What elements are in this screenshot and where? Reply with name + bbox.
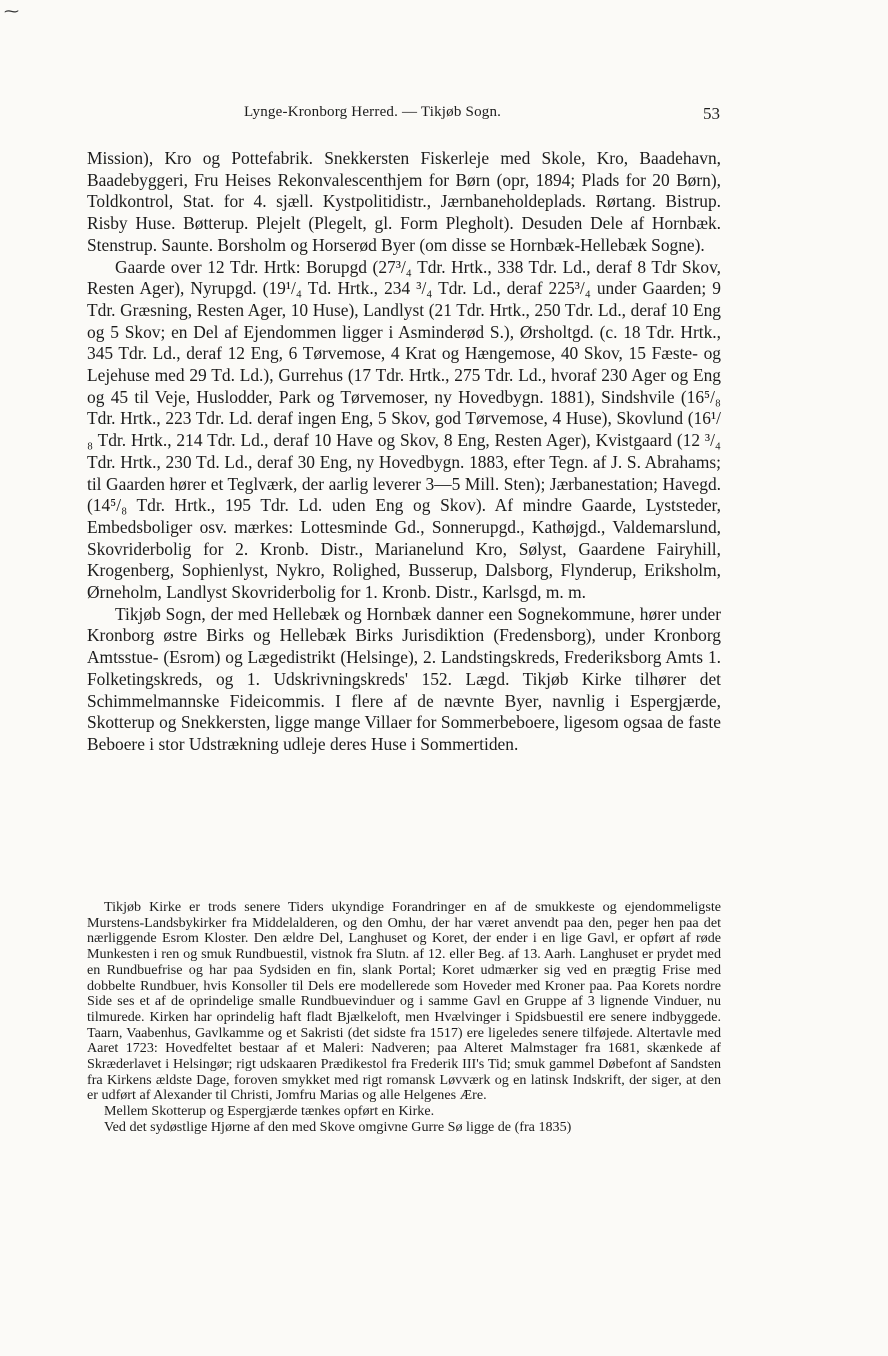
header-title: Lynge-Kronborg Herred. — Tikjøb Sogn. — [244, 104, 502, 120]
paragraph-2: Gaarde over 12 Tdr. Hrtk: Borupgd (27³/₄ Tdr. Hrtk., 338 Tdr. Ld., deraf 8 Tdr Skov, Resten Ager), Nyrupgd. (19¹/₄ Td. Hrtk., 234 ³/₄ Tdr. Ld., deraf 225³/₄ under Gaarden; 9 Tdr. Græsning, Resten Ager, 10 Huse), Landlyst (21 Tdr. Hrtk., 250 Tdr. Ld., deraf 10 Eng og 5 Skov; en Del af Ejendommen ligger i Asminderød S.), Ørsholtgd. (c. 18 Tdr. Hrtk., 345 Tdr. Ld., deraf 12 Eng, 6 Tørvemose, 4 Krat og Hængemose, 40 Skov, 15 Fæste- og Lejehuse med 29 Td. Ld.), Gurrehus (17 Tdr. Hrtk., 275 Tdr. Ld., hvoraf 230 Ager og Eng og 45 til Veje, Huslodder, Park og Tørvemoser, ny Hovedbygn. 1881), Sindshvile (16⁵/₈ Tdr. Hrtk., 223 Tdr. Ld. deraf ingen Eng, 5 Skov, god Tørvemose, 4 Huse), Skovlund (16¹/₈ Tdr. Hrtk., 214 Tdr. Ld., deraf 10 Have og Skov, 8 Eng, Resten Ager), Kvistgaard (12 ³/₄ Tdr. Hrtk., 230 Td. Ld., deraf 30 Eng, ny Hovedbygn. 1883, efter Tegn. af J. S. Abrahams; til Gaarden hører et Teglværk, der aarlig leverer 3—5 Mill. Sten); Jærbanestation; Havegd. (14⁵/₈ Tdr. Hrtk., 195 Tdr. Ld. uden Eng og Skov). Af mindre Gaarde, Lyststeder, Embedsboliger osv. mærkes: Lottesminde Gd., Sonnerupgd., Kathøjgd., Valdemarslund, Skovriderbolig for 2. Kronb. Distr., Marianelund Kro, Sølyst, Gaardene Fairyhill, Krogenberg, Sophienlyst, Nykro, Rolighed, Busserup, Dalsborg, Flynderup, Eriksholm, Ørneholm, Landlyst Skovriderbolig for 1. Kronb. Distr., Karlsgd, m. m. — [87, 256, 721, 603]
running-header — [88, 104, 720, 130]
corner-mark: ⁓ — [4, 4, 19, 20]
note-church: Tikjøb Kirke er trods senere Tiders ukyndige Forandringer en af de smukkeste og ejendommeligste Murstens-Landsbykirker fra Middelalderen, og den Omhu, der har været anvendt paa den, peger hen paa det nærliggende Esrom Kloster. Den ældre Del, Langhuset og Koret, der ender i en lige Gavl, er opført af røde Munkesten i ren og smuk Rundbuestil, vistnok fra Slutn. af 12. eller Beg. af 13. Aarh. Langhuset er prydet med en Rundbuefrise og har paa Sydsiden en fin, slank Portal; Koret udmærker sig ved en prægtig Frise med dobbelte Rundbuer, hvis Konsoller til Dels ere modellerede som Hoveder med Kroner paa. Paa Korets nordre Side ses et af de oprindelige smalle Rundbuevinduer og i samme Gavl en Gruppe af 3 lignende Vinduer, nu tilmurede. Kirken har oprindelig haft fladt Bjælkeloft, men Hvælvinger i Spidsbuestil ere senere indbyggede. Taarn, Vaabenhus, Gavlkamme og et Sakristi (det sidste fra 1517) ere ligeledes senere tilføjede. Altertavle med Aaret 1723: Hovedfeltet bestaar af et Maleri: Nadveren; paa Alteret Malmstager fra 1681, skænkede af Skræderlavet i Helsingør; rigt udskaaren Prædikestol fra Frederik III's Tid; smuk gammel Døbefont af Sandsten fra Kirkens ældste Dage, foroven smykket med rigt romansk Løvværk og en latinsk Indskrift, der siger, at den er udført af Alexander til Christi, Jomfru Marias og alle Helgenes Ære. — [87, 899, 721, 1104]
paragraph-3: Tikjøb Sogn, der med Hellebæk og Hornbæk danner een Sognekommune, hører under Kronborg østre Birks og Hellebæk Birks Jurisdiktion (Fredensborg), under Kronborg Amtsstue- (Esrom) og Lægedistrikt (Helsinge), 2. Landstingskreds, Frederiksborg Amts 1. Folketingskreds, og 1. Udskrivningskreds' 152. Lægd. Tikjøb Kirke tilhører det Schimmelmannske Fideicommis. I flere af de nævnte Byer, navnlig i Espergjærde, Skotterup og Snekkersten, ligge mange Villaer for Sommerbeboere, ligesom ogsaa de faste Beboere i stor Udstrækning udleje deres Huse i Sommertiden. — [87, 603, 721, 754]
note-new-church: Mellem Skotterup og Espergjærde tænkes opført en Kirke. — [104, 1103, 435, 1120]
note-gurre: Ved det sydøstlige Hjørne af den med Skove omgivne Gurre Sø ligge de (fra 1835) — [104, 1118, 572, 1135]
main-text — [87, 148, 721, 756]
notes-section — [87, 900, 721, 1136]
paragraph-1: Mission), Kro og Pottefabrik. Snekkersten Fiskerleje med Skole, Kro, Baadehavn, Baadebyggeri, Fru Heises Rekonvalescenthjem for Børn (opr, 1894; Plads for 20 Børn), Toldkontrol, Stat. for 4. sjæll. Kystpolitidistr., Jærnbaneholdeplads. Rørtang. Bistrup. Risby Huse. Bøtterup. Plejelt (Plegelt, gl. Form Plegholt). Desuden Dele af Hornbæk. Stenstrup. Saunte. Borsholm og Horserød Byer (om disse se Hornbæk-Hellebæk Sogne). — [87, 148, 721, 255]
page-number: 53 — [703, 104, 720, 123]
